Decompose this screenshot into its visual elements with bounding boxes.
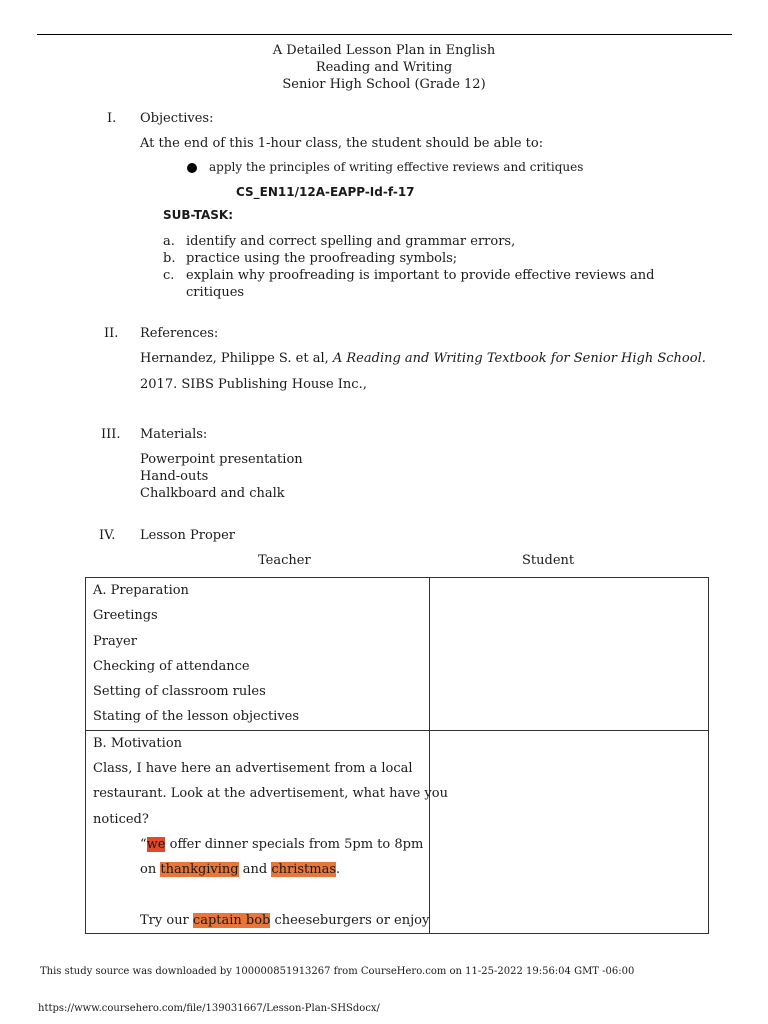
objective-bullet-text: apply the principles of writing effective reviews and critiques — [209, 160, 584, 174]
motivation-line: Class, I have here an advertisement from a local — [93, 761, 413, 777]
ad-quote-line — [93, 908, 429, 933]
ad-text: on — [140, 862, 161, 878]
subtask-marker: c. — [163, 268, 175, 283]
doc-grade: Senior High School (Grade 12) — [282, 77, 486, 92]
error-highlight: we — [146, 836, 166, 852]
ad-quote-line — [93, 832, 429, 857]
ad-text: Try our — [140, 912, 193, 928]
ad-quote-line — [93, 857, 429, 882]
preparation-item: Prayer — [93, 633, 137, 649]
material-item: Hand-outs — [140, 469, 209, 484]
bullet-icon — [186, 161, 198, 177]
section-numeral: I. — [107, 111, 117, 126]
preparation-item: Checking of attendance — [93, 658, 250, 674]
ad-text: . — [336, 862, 341, 878]
section-heading-lesson: Lesson Proper — [140, 528, 236, 543]
subtask-item: identify and correct spelling and grammar errors, — [186, 234, 516, 249]
doc-subtitle: Reading and Writing — [315, 60, 453, 75]
teacher-cell-motivation — [86, 730, 448, 933]
section-numeral: III. — [101, 427, 121, 442]
subtask-marker: a. — [163, 234, 175, 249]
reference-book-title: A Reading and Writing Textbook for Senior High School. — [332, 351, 706, 366]
section-numeral: II. — [104, 326, 119, 341]
top-rule — [37, 34, 732, 35]
preparation-item: Setting of classroom rules — [93, 684, 266, 700]
subtask-item: practice using the proofreading symbols; — [186, 251, 458, 266]
section-numeral: IV. — [99, 528, 116, 543]
reference-author: Hernandez, Philippe S. et al, — [140, 351, 333, 366]
ad-text: and — [238, 862, 272, 878]
error-highlight: captain bob — [192, 912, 271, 928]
column-header-teacher: Teacher — [258, 553, 311, 568]
column-header-student: Student — [522, 553, 575, 568]
section-heading-objectives: Objectives: — [140, 111, 214, 126]
table-row — [86, 578, 709, 731]
objectives-intro: At the end of this 1-hour class, the student should be able to: — [140, 136, 544, 151]
subtask-label: SUB-TASK: — [163, 208, 234, 222]
download-notice: This study source was downloaded by 100000851913267 from CourseHero.com on 11-25-2022 19:56:04 GMT -06:00 — [40, 966, 635, 977]
error-highlight: christmas — [271, 862, 337, 878]
student-cell-preparation — [430, 578, 709, 731]
subtask-item: explain why proofreading is important to provide effective reviews and — [186, 268, 655, 283]
quote-mark: “ — [140, 836, 147, 852]
motivation-line: restaurant. Look at the advertisement, what have you — [93, 786, 448, 802]
material-item: Chalkboard and chalk — [140, 486, 285, 501]
subtask-item-continued: critiques — [186, 285, 245, 300]
motivation-line: noticed? — [93, 811, 149, 827]
subtask-marker: b. — [163, 251, 176, 266]
preparation-item: Stating of the lesson objectives — [93, 709, 300, 725]
preparation-item: Greetings — [93, 608, 158, 624]
student-cell-motivation — [430, 730, 709, 933]
source-url[interactable]: https://www.coursehero.com/file/139031667/Lesson-Plan-SHSdocx/ — [38, 1003, 380, 1014]
section-heading-references: References: — [140, 326, 219, 341]
ad-text: cheeseburgers or enjoy — [270, 912, 430, 928]
teacher-cell-preparation — [86, 578, 430, 731]
preparation-heading: A. Preparation — [93, 583, 189, 598]
error-highlight: thankgiving — [160, 862, 239, 878]
doc-title: A Detailed Lesson Plan in English — [272, 43, 496, 58]
motivation-heading: B. Motivation — [93, 735, 183, 751]
ad-text: offer dinner specials from 5pm to 8pm — [165, 836, 424, 852]
material-item: Powerpoint presentation — [140, 452, 303, 467]
competency-code: CS_EN11/12A-EAPP-Id-f-17 — [236, 185, 415, 199]
reference-citation — [140, 351, 706, 366]
blank-line — [93, 883, 429, 908]
reference-publisher: 2017. SIBS Publishing House Inc., — [140, 377, 367, 392]
section-heading-materials: Materials: — [140, 427, 208, 442]
lesson-table — [85, 577, 709, 934]
table-row — [86, 730, 709, 933]
